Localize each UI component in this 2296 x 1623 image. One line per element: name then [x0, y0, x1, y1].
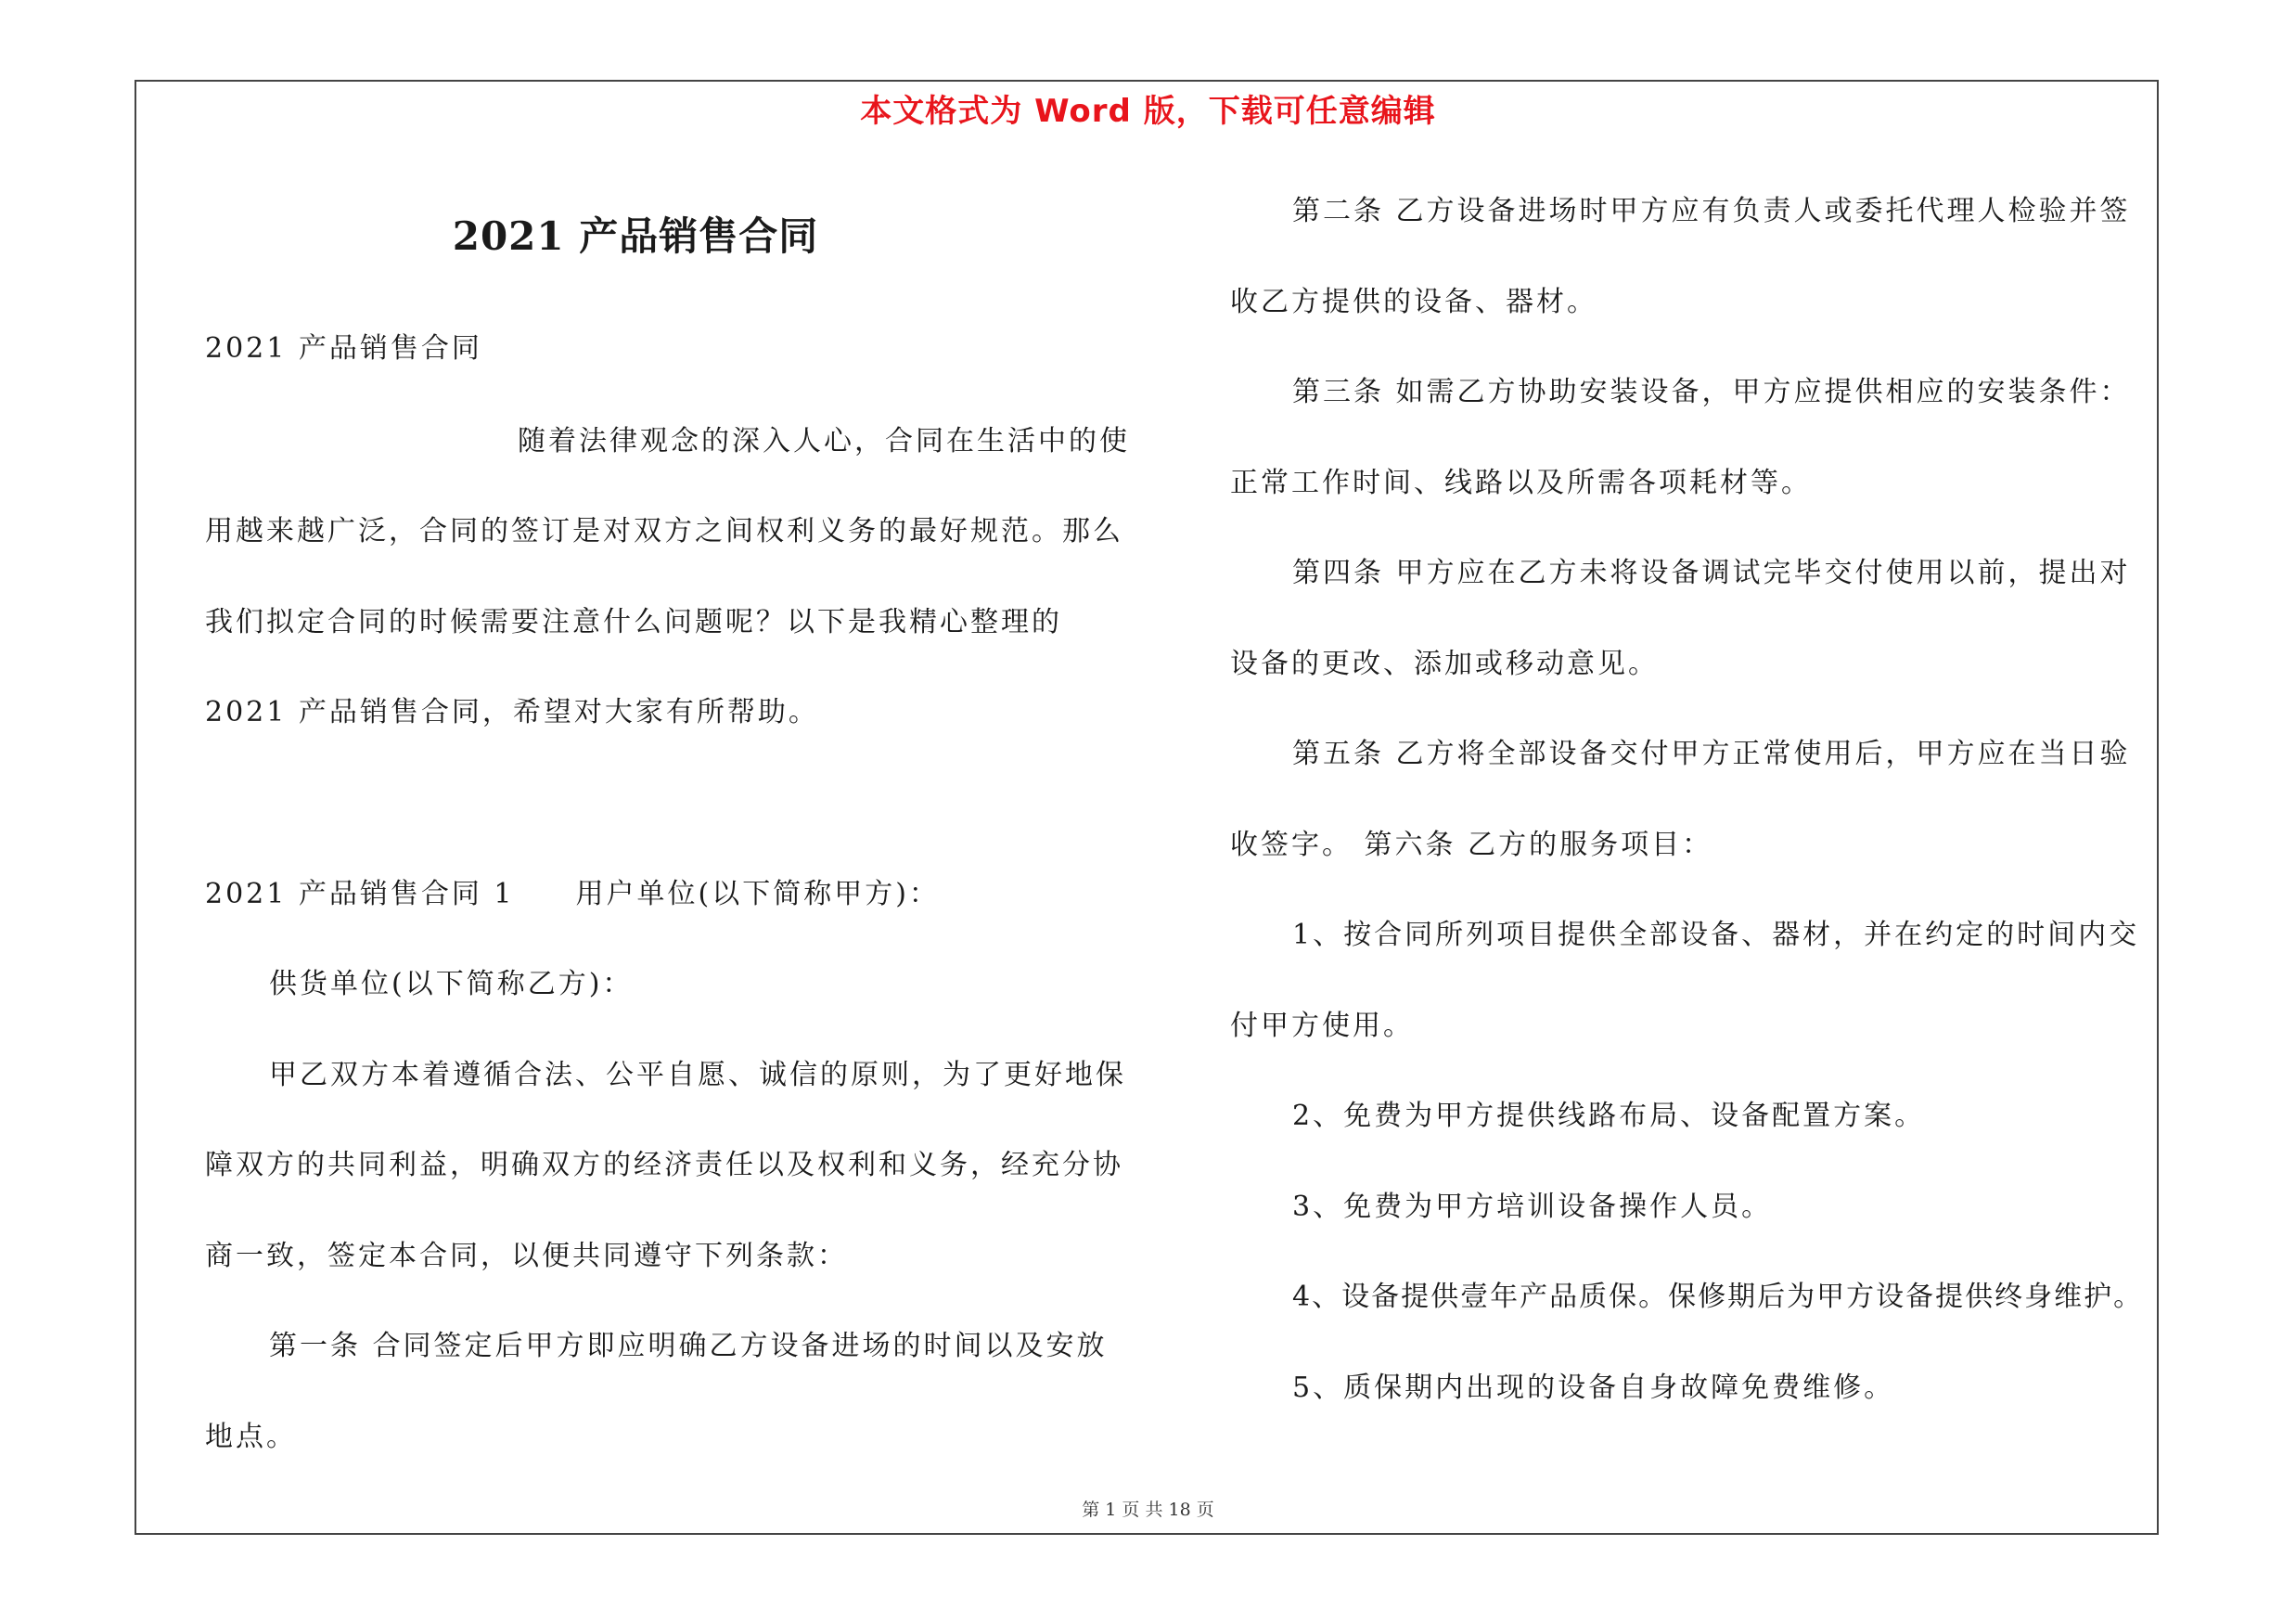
right-line-3: 第三条 如需乙方协助安装设备，甲方应提供相应的安装条件： — [1292, 376, 2131, 408]
page-border — [135, 80, 2159, 1535]
watermark-banner: 本文格式为 Word 版，下载可任意编辑 — [860, 93, 1436, 130]
left-line-1: 2021 产品销售合同 — [205, 332, 482, 365]
left-line-10: 商一致，签定本合同，以便共同遵守下列条款： — [205, 1240, 848, 1272]
right-line-7: 第五条 乙方将全部设备交付甲方正常使用后，甲方应在当日验 — [1292, 738, 2131, 770]
left-line-6: 2021 产品销售合同 1 用户单位(以下简称甲方)： — [205, 878, 940, 910]
right-line-10: 付甲方使用。 — [1230, 1010, 1414, 1042]
right-line-1: 第二条 乙方设备进场时甲方应有负责人或委托代理人检验并签 — [1292, 195, 2131, 227]
page-number-footer: 第 1 页 共 18 页 — [1082, 1500, 1214, 1520]
left-line-4: 我们拟定合同的时候需要注意什么问题呢？以下是我精心整理的 — [205, 606, 1062, 638]
document-title: 2021 产品销售合同 — [452, 213, 819, 259]
left-line-8: 甲乙双方本着遵循合法、公平自愿、诚信的原则，为了更好地保 — [269, 1059, 1126, 1091]
left-line-9: 障双方的共同利益，明确双方的经济责任以及权利和义务，经充分协 — [205, 1149, 1123, 1181]
right-line-12: 3、免费为甲方培训设备操作人员。 — [1292, 1191, 1773, 1223]
left-line-11: 第一条 合同签定后甲方即应明确乙方设备进场的时间以及安放 — [269, 1330, 1108, 1362]
right-line-11: 2、免费为甲方提供线路布局、设备配置方案。 — [1292, 1100, 1926, 1132]
right-line-2: 收乙方提供的设备、器材。 — [1230, 286, 1597, 318]
left-line-3: 用越来越广泛，合同的签订是对双方之间权利义务的最好规范。那么 — [205, 515, 1123, 547]
right-line-6: 设备的更改、添加或移动意见。 — [1230, 648, 1659, 680]
left-line-2: 随着法律观念的深入人心，合同在生活中的使 — [518, 425, 1130, 457]
right-line-13: 4、设备提供壹年产品质保。保修期后为甲方设备提供终身维护。 — [1292, 1281, 2144, 1313]
right-line-5: 第四条 甲方应在乙方未将设备调试完毕交付使用以前，提出对 — [1292, 557, 2131, 589]
left-line-5: 2021 产品销售合同，希望对大家有所帮助。 — [205, 696, 819, 728]
right-line-14: 5、质保期内出现的设备自身故障免费维修。 — [1292, 1372, 1895, 1404]
left-line-7: 供货单位(以下简称乙方)： — [269, 968, 634, 1000]
left-line-12: 地点。 — [205, 1421, 297, 1453]
right-line-4: 正常工作时间、线路以及所需各项耗材等。 — [1230, 467, 1812, 499]
right-line-9: 1、按合同所列项目提供全部设备、器材，并在约定的时间内交 — [1292, 919, 2140, 951]
right-line-8: 收签字。 第六条 乙方的服务项目： — [1230, 829, 1713, 861]
